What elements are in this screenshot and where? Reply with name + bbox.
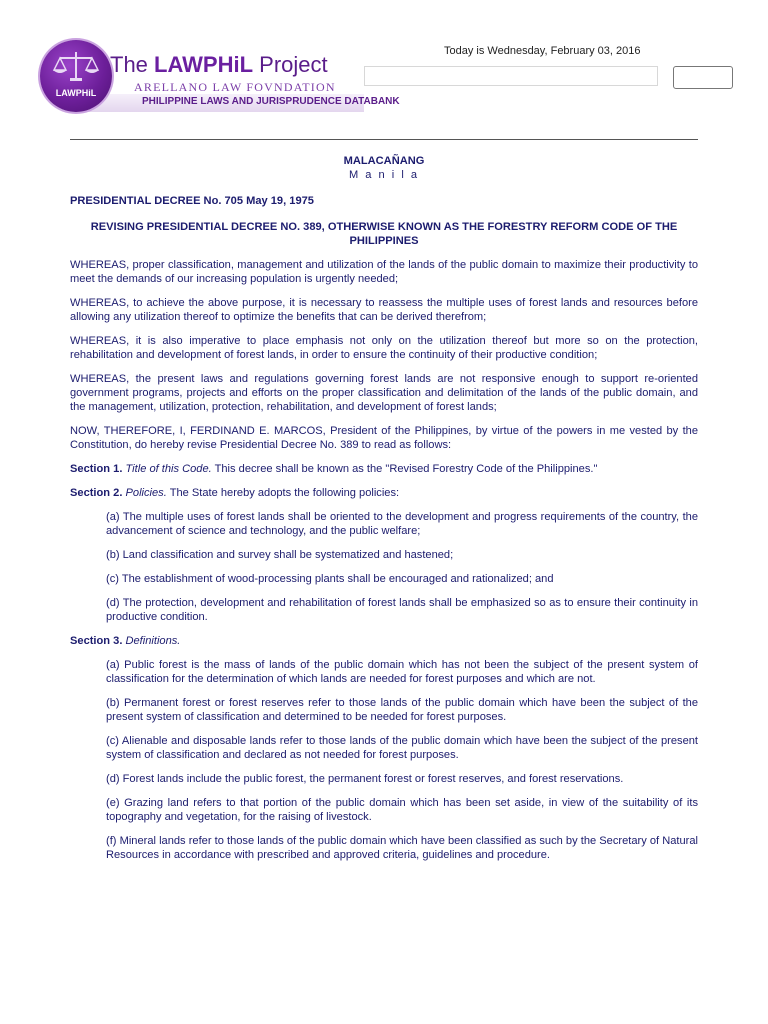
brand-name: LAWPHiL: [154, 52, 254, 77]
decree-document: [70, 150, 698, 862]
section-text: The State hereby adopts the following policies:: [166, 487, 400, 499]
logo-text: LAWPHiL: [55, 88, 97, 98]
whereas-clause: WHEREAS, it is also imperative to place emphasis not only on the utilization thereof but more so on the protection, rehabilitation and development of forest lands, in order to ensure the continuity of their productive condition;: [70, 335, 698, 361]
section-1: [70, 462, 698, 476]
list-item: (a) The multiple uses of forest lands shall be oriented to the development and progress requirements of the country, the advancement of science and technology, and the public welfare;: [106, 511, 698, 537]
scales-of-justice-icon: [40, 40, 112, 112]
list-item: (c) The establishment of wood-processing plants shall be encouraged and rationalized; and: [106, 573, 554, 585]
site-header: [0, 0, 768, 130]
list-item: (f) Mineral lands refer to those lands of the public domain which have been classified as such by the Secretary of Natural Resources in accordance with prescribed and approved criteria, guidelines and procedure.: [106, 835, 698, 861]
whereas-clause: WHEREAS, proper classification, management and utilization of the lands of the public domain to maximize their productivity to meet the demands of our increasing population is urgently needed;: [70, 259, 698, 285]
brand-suffix: Project: [253, 52, 328, 77]
brand-title: [110, 52, 328, 78]
city-heading: M a n i l a: [348, 169, 420, 181]
decree-number: PRESIDENTIAL DECREE No. 705 May 19, 1975: [70, 195, 314, 207]
list-item: (d) The protection, development and rehabilitation of forest lands shall be emphasized so as to ensure their continuity in productive condition.: [106, 597, 698, 623]
enacting-clause: NOW, THEREFORE, I, FERDINAND E. MARCOS, President of the Philippines, by virtue of the powers in me vested by the Constitution, do hereby revise Presidential Decree No. 389 to read as follows:: [70, 425, 698, 451]
list-item: (d) Forest lands include the public forest, the permanent forest or forest reserves, and forest reservations.: [106, 773, 624, 785]
databank-text: PHILIPPINE LAWS AND JURISPRUDENCE DATABANK: [142, 96, 400, 107]
foundation-name: ARELLANO LAW FOVNDATION: [134, 80, 336, 94]
brand-prefix: The: [110, 52, 155, 77]
section-text: This decree shall be known as the "Revised Forestry Code of the Philippines.": [211, 463, 598, 475]
office-heading: MALACAÑANG: [343, 155, 425, 167]
section-name: Policies.: [125, 487, 167, 499]
section-2: [70, 486, 698, 500]
section-name: Definitions.: [125, 635, 181, 647]
list-item: (b) Land classification and survey shall be systematized and hastened;: [106, 549, 454, 561]
current-date: Today is Wednesday, February 03, 2016: [444, 45, 641, 57]
decree-title: REVISING PRESIDENTIAL DECREE NO. 389, OTHERWISE KNOWN AS THE FORESTRY REFORM CODE OF THE PHILIPPINES: [90, 221, 678, 247]
section-3: [70, 634, 698, 648]
search-input[interactable]: [364, 66, 658, 86]
list-item: (b) Permanent forest or forest reserves refer to those lands of the public domain which have been the subject of the present system of classification and determined to be needed for forest purposes.: [106, 697, 698, 723]
databank-banner: [74, 94, 400, 112]
section-name: Title of this Code.: [125, 463, 212, 475]
section-label: Section 2.: [70, 487, 123, 499]
section-label: Section 1.: [70, 463, 123, 475]
whereas-clause: WHEREAS, the present laws and regulations governing forest lands are not responsive enough to support re-oriented government programs, projects and efforts on the proper classification and delimitation of the lands of the public domain, and the management, utilization, protection, rehabilitation, and development of forest lands;: [70, 373, 698, 413]
lawphil-logo[interactable]: [38, 38, 400, 114]
list-item: (c) Alienable and disposable lands refer to those lands of the public domain which have been the subject of the present system of classification and declared as not needed for forest purposes.: [106, 735, 698, 761]
list-item: (e) Grazing land refers to that portion of the public domain which has been set aside, in view of the suitability of its topography and vegetation, for the raising of livestock.: [106, 797, 698, 823]
section-label: Section 3.: [70, 635, 123, 647]
whereas-clause: WHEREAS, to achieve the above purpose, it is necessary to reassess the multiple uses of forest lands and resources before allowing any utilization thereof to optimize the benefits that can be derived therefrom;: [70, 297, 698, 323]
header-divider: [70, 139, 698, 140]
list-item: (a) Public forest is the mass of lands of the public domain which has not been the subject of the present system of classification for the determination of which lands are needed for forest purposes and which are not.: [106, 659, 698, 685]
search-button[interactable]: [673, 66, 733, 89]
